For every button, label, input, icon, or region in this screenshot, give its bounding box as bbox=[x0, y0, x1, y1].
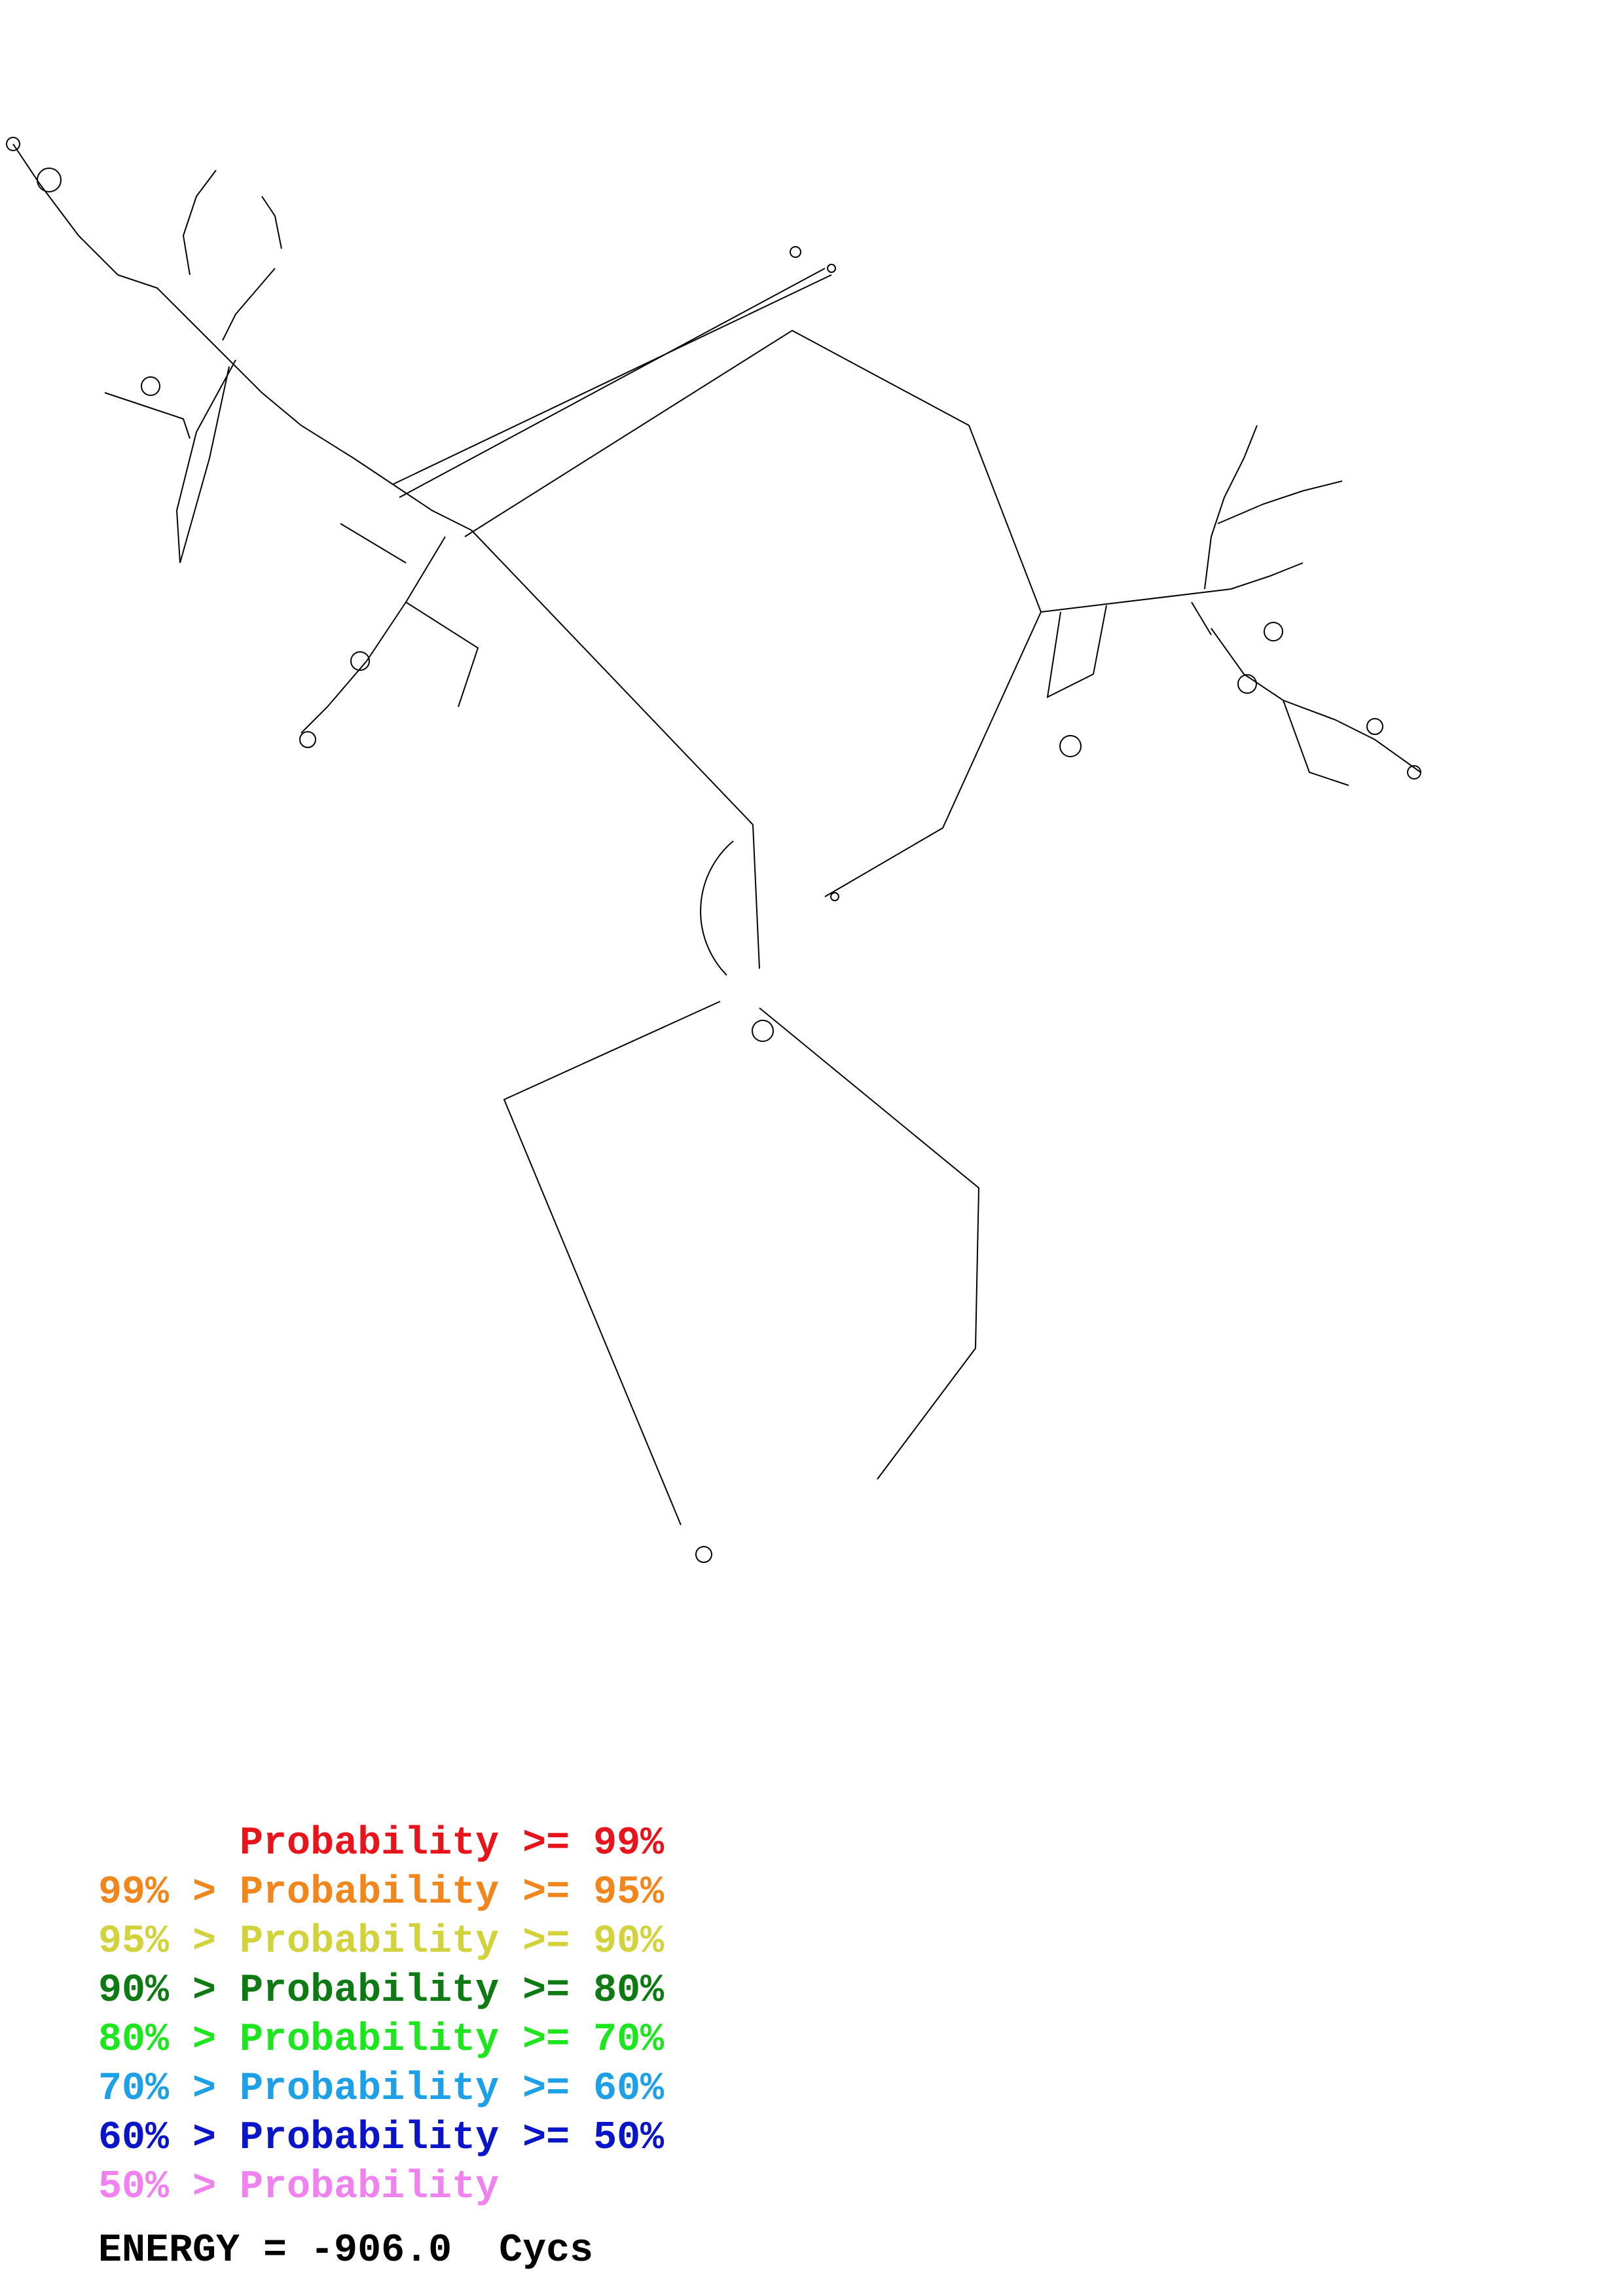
energy-label: ENERGY = -906.0 Cycs bbox=[98, 2229, 594, 2273]
backbone-loop-right bbox=[759, 1008, 979, 1479]
legend-row bbox=[98, 2114, 664, 2163]
legend-row-text: Probability >= 99% bbox=[240, 1821, 665, 1866]
hairpin-loop bbox=[141, 377, 160, 395]
hairpin-loop bbox=[696, 1547, 712, 1562]
hairpin-loop bbox=[1060, 736, 1081, 757]
backbone-right-branch bbox=[1048, 605, 1106, 697]
legend-row-text: Probability >= 95% bbox=[240, 1871, 665, 1915]
helix-right-arm-a bbox=[1218, 481, 1342, 524]
helix-right-link bbox=[1192, 602, 1211, 635]
legend-row-prefix: 90% > bbox=[98, 1969, 240, 2013]
backbone-long-2 bbox=[399, 268, 825, 497]
legend-row-text: Probability >= 70% bbox=[240, 2018, 665, 2062]
legend-row bbox=[98, 1967, 664, 2016]
legend-row-text: Probability bbox=[240, 2165, 500, 2210]
legend-row bbox=[98, 2163, 664, 2212]
legend-row-text: Probability >= 60% bbox=[240, 2067, 665, 2111]
helix-short bbox=[340, 524, 406, 563]
legend-row-prefix: 99% > bbox=[98, 1871, 240, 1915]
hairpin-loop bbox=[831, 893, 839, 901]
hairpin-loop bbox=[300, 732, 316, 747]
helix-left-stem bbox=[183, 170, 216, 275]
legend-row-prefix: 60% > bbox=[98, 2116, 240, 2161]
helix-upper-left bbox=[13, 144, 471, 530]
legend-row-text: Probability >= 50% bbox=[240, 2116, 665, 2161]
backbone-right-arm bbox=[1041, 589, 1231, 612]
legend-row bbox=[98, 1918, 664, 1967]
helix-right-arm-b bbox=[1231, 563, 1303, 589]
backbone-diagonal bbox=[471, 530, 753, 825]
hairpin-loop bbox=[1238, 675, 1256, 693]
backbone-loop-lower bbox=[504, 1001, 720, 1525]
legend-row-prefix: 50% > bbox=[98, 2165, 240, 2210]
helix-mid-left bbox=[301, 537, 445, 733]
legend-row bbox=[98, 1820, 664, 1869]
legend-row bbox=[98, 1869, 664, 1918]
legend-row-prefix: 70% > bbox=[98, 2067, 240, 2111]
helix-right-up bbox=[1205, 425, 1257, 589]
hairpin-loop bbox=[828, 264, 835, 272]
hairpin-loop bbox=[790, 247, 801, 257]
helix-cross bbox=[223, 268, 275, 340]
backbone-arc bbox=[701, 841, 733, 975]
helix-mid-side bbox=[406, 602, 478, 707]
legend-row-text: Probability >= 80% bbox=[240, 1969, 665, 2013]
legend-row bbox=[98, 2065, 664, 2114]
helix-right-down bbox=[1211, 628, 1421, 772]
helix-left-branch bbox=[177, 360, 236, 563]
legend-row-text: Probability >= 90% bbox=[240, 1920, 665, 1964]
legend-row-prefix: 95% > bbox=[98, 1920, 240, 1964]
probability-legend bbox=[98, 1820, 664, 2212]
backbone-link bbox=[753, 825, 759, 969]
legend-row-prefix bbox=[98, 1821, 240, 1866]
helix-left-side bbox=[105, 393, 190, 439]
hairpin-loop bbox=[1264, 622, 1283, 641]
helix-top-left-arm bbox=[262, 196, 282, 249]
hairpin-loop bbox=[752, 1020, 773, 1041]
hairpin-loop bbox=[37, 168, 61, 192]
backbone-long-1 bbox=[393, 275, 831, 484]
legend-row-prefix: 80% > bbox=[98, 2018, 240, 2062]
legend-row bbox=[98, 2016, 664, 2065]
hairpin-loop bbox=[1367, 719, 1383, 734]
